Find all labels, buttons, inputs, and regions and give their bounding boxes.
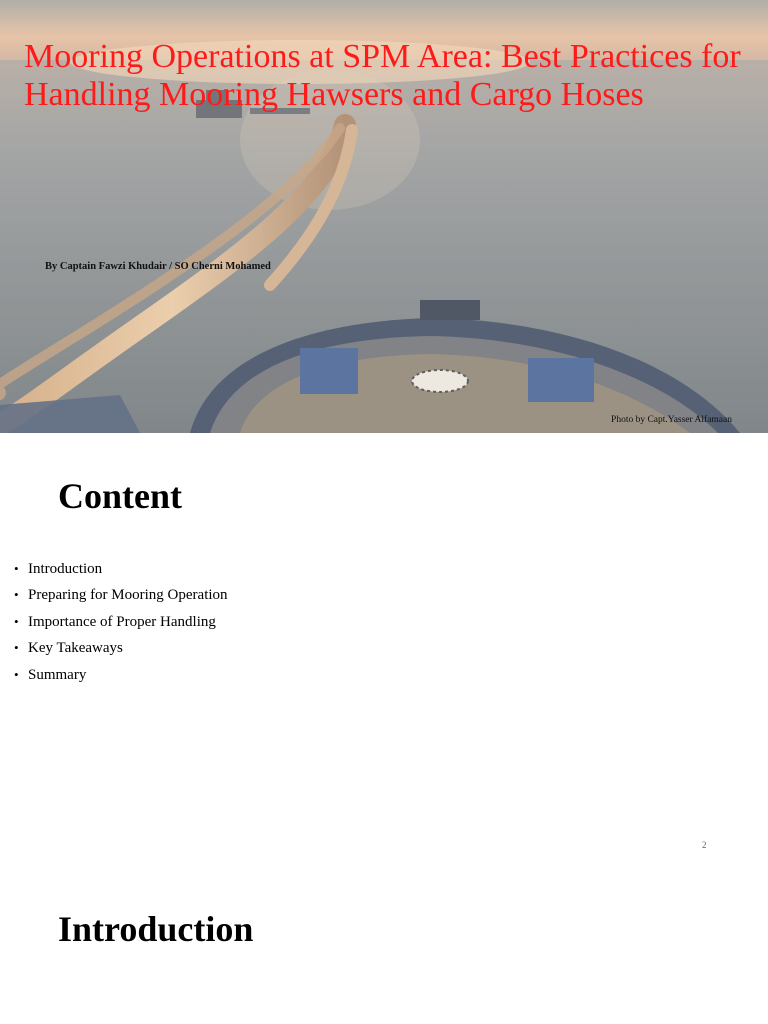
bullet-icon: • xyxy=(14,587,19,603)
list-item xyxy=(14,662,228,688)
bullet-icon: • xyxy=(14,561,19,576)
list-item-label: Summary xyxy=(28,666,87,683)
list-item xyxy=(14,635,228,661)
bullet-icon: • xyxy=(14,666,19,682)
list-item-label: Introduction xyxy=(28,561,103,577)
list-item xyxy=(14,556,228,582)
page-number: 2 xyxy=(702,840,707,850)
introduction-heading: Introduction xyxy=(58,909,254,949)
presentation-title: Mooring Operations at SPM Area: Best Practices for Handling Mooring Hawsers and Cargo Hoses xyxy=(24,38,741,113)
content-heading: Content xyxy=(58,476,182,516)
list-item-label: Importance of Proper Handling xyxy=(28,613,216,630)
list-item xyxy=(14,582,228,608)
list-item-label: Key Takeaways xyxy=(28,640,123,657)
list-item xyxy=(14,609,228,635)
photo-credit: Photo by Capt.Yasser Alfamaan xyxy=(611,415,732,425)
title-slide xyxy=(0,0,768,433)
list-item-label: Preparing for Mooring Operation xyxy=(28,587,228,604)
content-list xyxy=(14,556,228,688)
bullet-icon: • xyxy=(14,640,19,656)
author-byline: By Captain Fawzi Khudair / SO Cherni Mohamed xyxy=(45,261,271,272)
bullet-icon: • xyxy=(14,613,19,629)
